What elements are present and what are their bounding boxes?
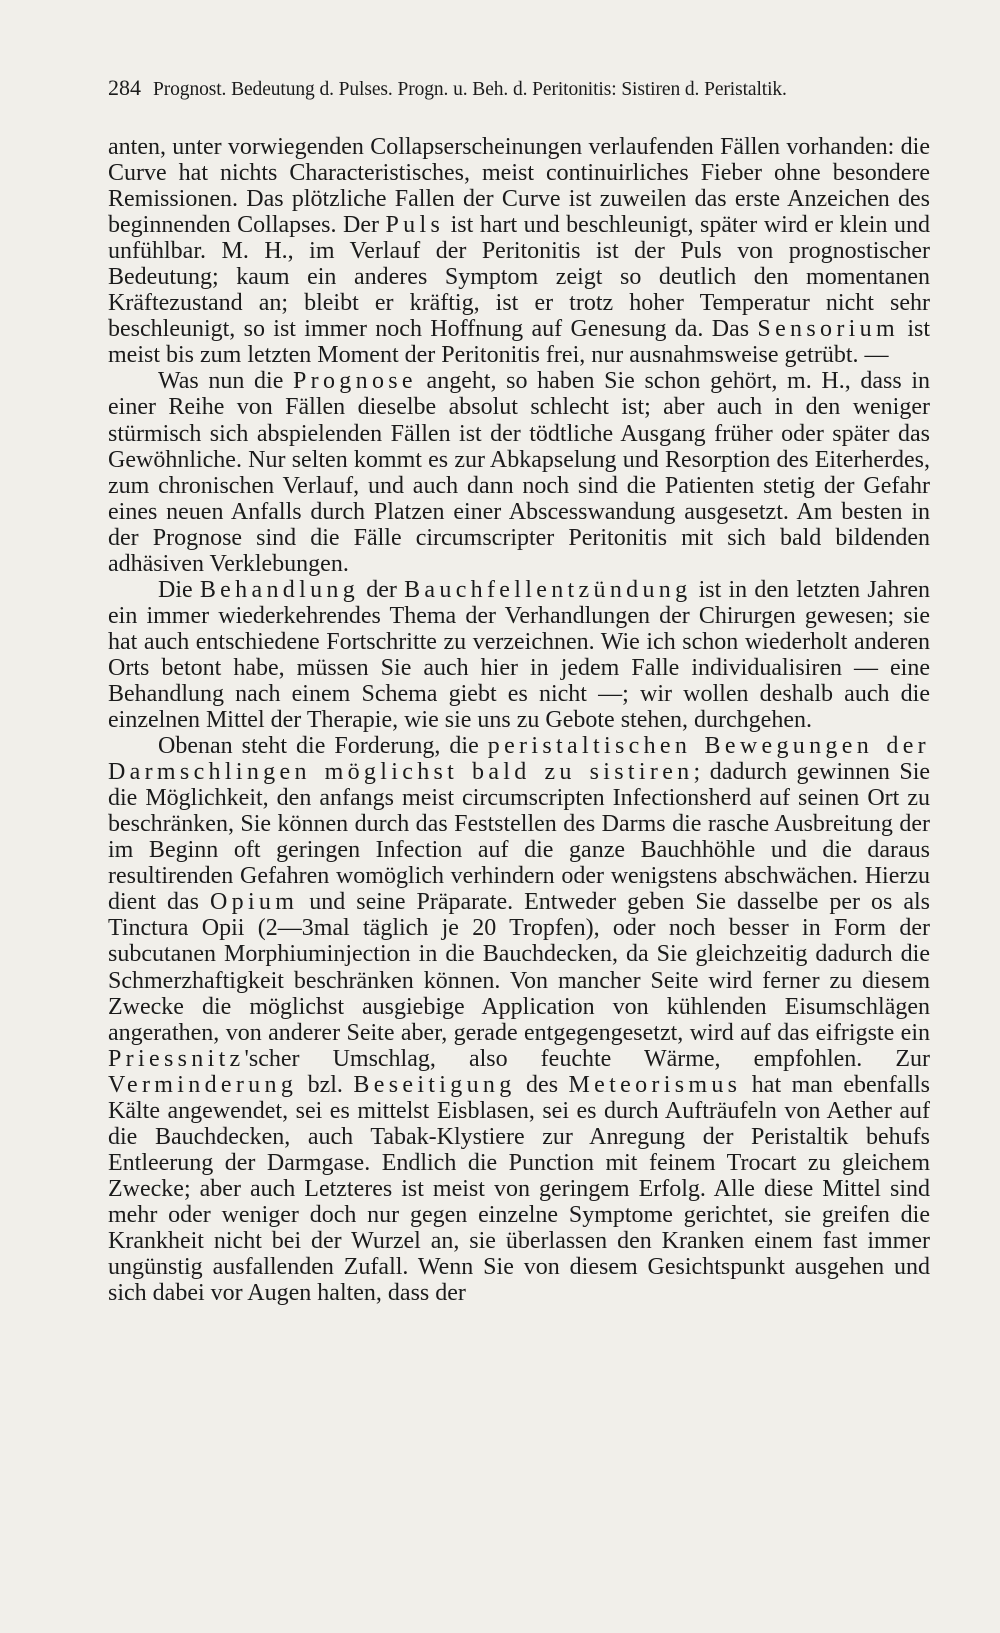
emphasized-text: Verminderung [108,1071,298,1098]
paragraph-text: 'scher Umschlag, also feuchte Wärme, empfohlen. Zur [244,1045,930,1072]
page-number: 284 [108,75,141,100]
paragraph-text: ist in den letzten Jahren ein immer wiederkehrendes Thema der Verhandlungen der Chirurgen gewesen; sie hat auch entschiedene Fortschritte zu verzeichnen. Wie ich schon wiederholt anderen Orts betont habe, müssen Sie auch hier in jedem Falle individualisiren — eine Behandlung nach einem Schema giebt es nicht —; wir wollen deshalb auch die einzelnen Mittel der Therapie, wie sie uns zu Gebote stehen, durchgehen. [108,576,930,734]
paragraph [108,368,930,576]
paragraph-text: und seine Präparate. Entweder geben Sie dasselbe per os als Tinctura Opii (2—3mal täglich je 20 Tropfen), oder noch besser in Form der subcutanen Morphiuminjection in die Bauchdecken, da Sie gleichzeitig dadurch die Schmerzhaftigkeit beschränken können. Von mancher Seite wird ferner zu diesem Zwecke die möglichst ausgiebige Application von kühlenden Eisumschlägen angerathen, von anderer Seite aber, gerade entgegengesetzt, wird auf das eifrigste ein [108,889,930,1046]
paragraph [108,134,930,368]
body-text [108,134,930,1306]
emphasized-text: peristaltischen Bewegungen der Darmschlingen möglichst bald zu sistiren [108,733,930,786]
emphasized-text: Puls [385,212,445,239]
paragraph-text: Die [158,576,200,603]
paragraph-text: bzl. [297,1071,354,1098]
page-header [108,76,930,100]
paragraph-text: ; dadurch gewinnen Sie die Möglichkeit, den anfangs meist circumscripten Infectionsherd auf seinen Ort zu beschränken, Sie können durch das Feststellen des Darms die rasche Ausbreitung der im Beginn oft geringen Infection auf die ganze Bauchhöhle und die daraus resultirenden Gefahren womöglich verhindern oder wenigstens abschwächen. Hierzu dient das [108,759,931,916]
paragraph-text: der [359,576,405,603]
emphasized-text: Bauchfellentzündung [404,576,692,603]
paragraph-text: des [515,1071,569,1098]
paragraph-text: Obenan steht die Forderung, die [158,733,488,760]
emphasized-text: Sensorium [757,316,899,343]
paragraph-text: Was nun die [158,368,293,395]
running-title: Prognost. Bedeutung d. Pulses. Progn. u. Beh. d. Peritonitis: Sistiren d. Peristaltik. [153,79,787,100]
emphasized-text: Prognose [293,368,417,395]
emphasized-text: Beseitigung [353,1071,516,1098]
paragraph-text: angeht, so haben Sie schon gehört, m. H., dass in einer Reihe von Fällen dieselbe absolut schlecht ist; aber auch in den weniger stürmisch sich abspielenden Fällen ist der tödtliche Ausgang früher oder später das Gewöhnliche. Nur selten kommt es zur Abkapselung und Resorption des Eiterherdes, zum chronischen Verlauf, und auch dann noch sind die Patienten stetig der Gefahr eines neuen Anfalls durch Platzen einer Abscesswandung ausgesetzt. Am besten in der Prognose sind die Fälle circumscripter Peritonitis mit sich bald bildenden adhäsiven Verklebungen. [108,368,930,577]
paragraph [108,577,930,733]
paragraph-text: ist hart und beschleunigt, später wird er klein und unfühlbar. M. H., im Verlauf der Peritonitis ist der Puls von prognostischer Bedeutung; kaum ein anderes Symptom zeigt so deutlich den momentanen Kräftezustand an; bleibt er kräftig, ist er trotz hoher Temperatur nicht sehr beschleunigt, so ist immer noch Hoffnung auf Genesung da. Das [108,212,930,343]
emphasized-text: Meteorismus [568,1071,742,1098]
paragraph-text: hat man ebenfalls Kälte angewendet, sei es mittelst Eisblasen, sei es durch Aufträufeln von Aether auf die Bauchdecken, auch Tabak-Klystiere zur Anregung der Peristaltik behufs Entleerung der Darmgase. Endlich die Punction mit feinem Trocart zu gleichem Zwecke; aber auch Letzteres ist meist von geringem Erfolg. Alle diese Mittel sind mehr oder weniger doch nur gegen einzelne Symptome gerichtet, sie greifen die Krankheit nicht bei der Wurzel an, sie überlassen den Kranken einem fast immer ungünstig ausfallenden Zufall. Wenn Sie von diesem Gesichtspunkt ausgehen und sich dabei vor Augen halten, dass der [108,1071,930,1307]
emphasized-text: Behandlung [199,576,360,603]
paragraph [108,733,930,1306]
paragraph-text: anten, unter vorwiegenden Collapserscheinungen verlaufenden Fällen vorhanden: die Curve hat nichts Characteristisches, meist continuirliches Fieber ohne besondere Remissionen. Das plötzliche Fallen der Curve ist zuweilen das erste Anzeichen des beginnenden Collapses. Der [108,134,930,239]
paragraph-text: ist meist bis zum letzten Moment der Peritonitis frei, nur ausnahmsweise getrübt. — [108,316,930,369]
emphasized-text: Priessnitz [108,1045,245,1072]
emphasized-text: Opium [209,889,299,916]
